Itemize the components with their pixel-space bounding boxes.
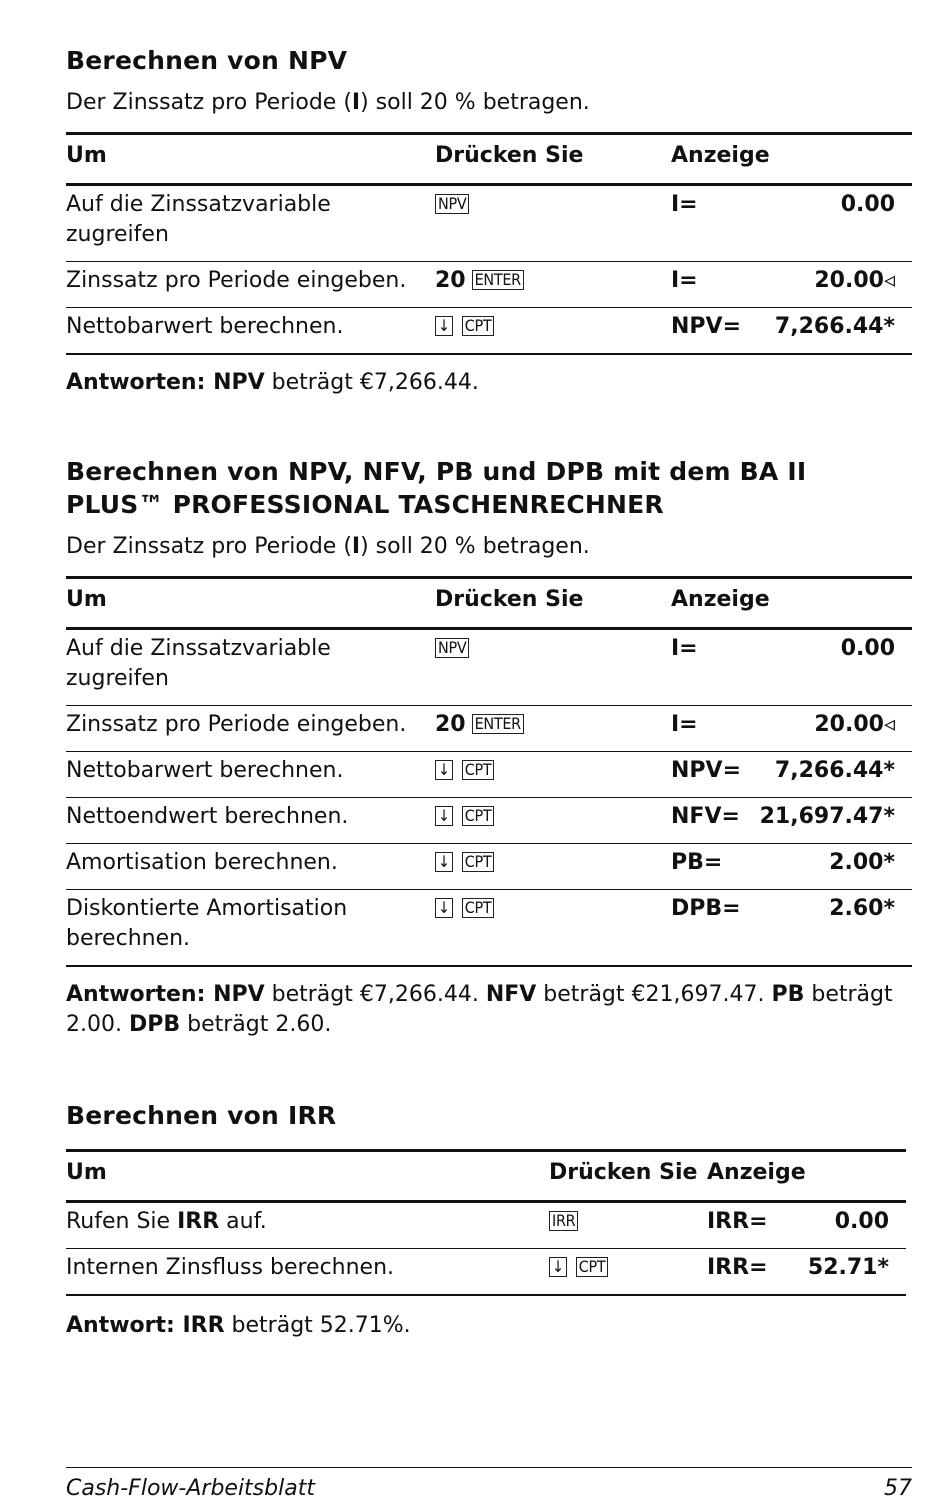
table-header-row [66,1151,906,1202]
step-description: Zinssatz pro Periode eingeben. [66,706,435,752]
keystrokes [435,629,671,706]
step-description: Diskontierte Amortisation berechnen. [66,890,435,967]
display-value: 20.00◃ [814,712,895,737]
table-row [66,262,912,308]
section-irr [66,1099,906,1341]
display-readout [671,844,912,890]
enter-key: ENTER [472,714,524,734]
keystroke-table [66,1149,906,1296]
answer-text: Antwort: IRR beträgt 52.71%. [66,1313,411,1338]
table-row [66,629,912,706]
table-row [66,185,912,262]
display-readout [707,1249,906,1296]
display-label: PB= [671,850,723,875]
enter-key: ENTER [472,270,524,290]
keystrokes [435,844,671,890]
cpt-key: CPT [462,898,495,918]
table-header-row [66,578,912,629]
display-readout [671,185,912,262]
column-header: Drücken Sie [549,1151,707,1202]
column-header: Drücken Sie [435,134,671,185]
display-label: I= [671,268,698,293]
display-value: 2.00* [829,850,895,875]
column-header: Um [66,578,435,629]
footer-rule [66,1467,912,1468]
column-header: Anzeige [671,578,912,629]
display-label: I= [671,712,698,737]
keystrokes [435,752,671,798]
display-readout [671,706,912,752]
column-header: Um [66,1151,549,1202]
keystrokes [435,185,671,262]
display-label: I= [671,636,698,661]
answer-text: Antworten: NPV beträgt €7,266.44. [66,370,479,395]
table-row [66,798,912,844]
display-readout [671,629,912,706]
cpt-key: CPT [576,1257,609,1277]
answer-text: Antworten: NPV beträgt €7,266.44. NFV beträgt €21,697.47. PB beträgt 2.00. DPB beträgt 2.60. [66,982,893,1037]
cpt-key: CPT [462,760,495,780]
section-title: Berechnen von NPV [66,46,348,75]
section-intro: Der Zinssatz pro Periode (I) soll 20 % betragen. [66,90,590,115]
down-arrow-key: ↓ [435,806,453,826]
keystroke-table [66,132,912,355]
table-row [66,890,912,967]
keystrokes [435,890,671,967]
down-arrow-key: ↓ [435,898,453,918]
display-label: NFV= [671,804,740,829]
table-row [66,1249,906,1296]
step-description: Amortisation berechnen. [66,844,435,890]
step-description: Auf die Zinssatzvariable zugreifen [66,185,435,262]
irr-key: IRR [549,1211,578,1231]
keystrokes [435,262,671,308]
column-header: Anzeige [671,134,912,185]
display-value: 52.71* [807,1255,889,1280]
column-header: Anzeige [707,1151,906,1202]
step-description: Auf die Zinssatzvariable zugreifen [66,629,435,706]
table-header-row [66,134,912,185]
entered-number: 20 [435,268,466,293]
display-label: IRR= [707,1255,768,1280]
section-title: Berechnen von IRR [66,1101,337,1130]
display-value: 2.60* [829,896,895,921]
keystrokes [435,706,671,752]
display-readout [671,890,912,967]
keystrokes [549,1249,707,1296]
display-readout [707,1202,906,1249]
display-value: 0.00 [840,636,895,661]
display-label: NPV= [671,758,741,783]
cpt-key: CPT [462,316,495,336]
column-header: Drücken Sie [435,578,671,629]
step-description: Nettoendwert berechnen. [66,798,435,844]
step-description: Zinssatz pro Periode eingeben. [66,262,435,308]
down-arrow-key: ↓ [435,760,453,780]
section-npv [66,44,912,398]
step-description: Rufen Sie IRR auf. [66,1202,549,1249]
display-value: 21,697.47* [759,804,895,829]
display-value: 7,266.44* [774,758,895,783]
display-value: 0.00 [840,192,895,217]
section-npv-nfv-pb-dpb [66,455,912,1040]
column-header: Um [66,134,435,185]
display-value: 20.00◃ [814,268,895,293]
npv-key: NPV [435,638,469,658]
display-value: 0.00 [834,1209,889,1234]
step-description: Nettobarwert berechnen. [66,308,435,355]
keystrokes [435,308,671,355]
down-arrow-key: ↓ [435,316,453,336]
table-row [66,844,912,890]
display-label: I= [671,192,698,217]
cpt-key: CPT [462,852,495,872]
table-row [66,308,912,355]
display-readout [671,262,912,308]
section-title: Berechnen von NPV, NFV, PB und DPB mit dem BA II PLUS™ PROFESSIONAL TASCHENRECHNER [66,457,807,519]
display-readout [671,752,912,798]
keystrokes [435,798,671,844]
display-value: 7,266.44* [774,314,895,339]
display-label: IRR= [707,1209,768,1234]
npv-key: NPV [435,194,469,214]
display-label: NPV= [671,314,741,339]
keystroke-table [66,576,912,967]
table-row [66,706,912,752]
display-readout [671,798,912,844]
entered-number: 20 [435,712,466,737]
display-readout [671,308,912,355]
keystrokes [549,1202,707,1249]
footer-page-number: 57 [884,1476,912,1501]
table-row [66,752,912,798]
section-intro: Der Zinssatz pro Periode (I) soll 20 % betragen. [66,534,590,559]
table-row [66,1202,906,1249]
down-arrow-key: ↓ [549,1257,567,1277]
step-description: Internen Zinsfluss berechnen. [66,1249,549,1296]
display-label: DPB= [671,896,741,921]
step-description: Nettobarwert berechnen. [66,752,435,798]
down-arrow-key: ↓ [435,852,453,872]
footer-section-name: Cash-Flow-Arbeitsblatt [66,1476,315,1501]
cpt-key: CPT [462,806,495,826]
